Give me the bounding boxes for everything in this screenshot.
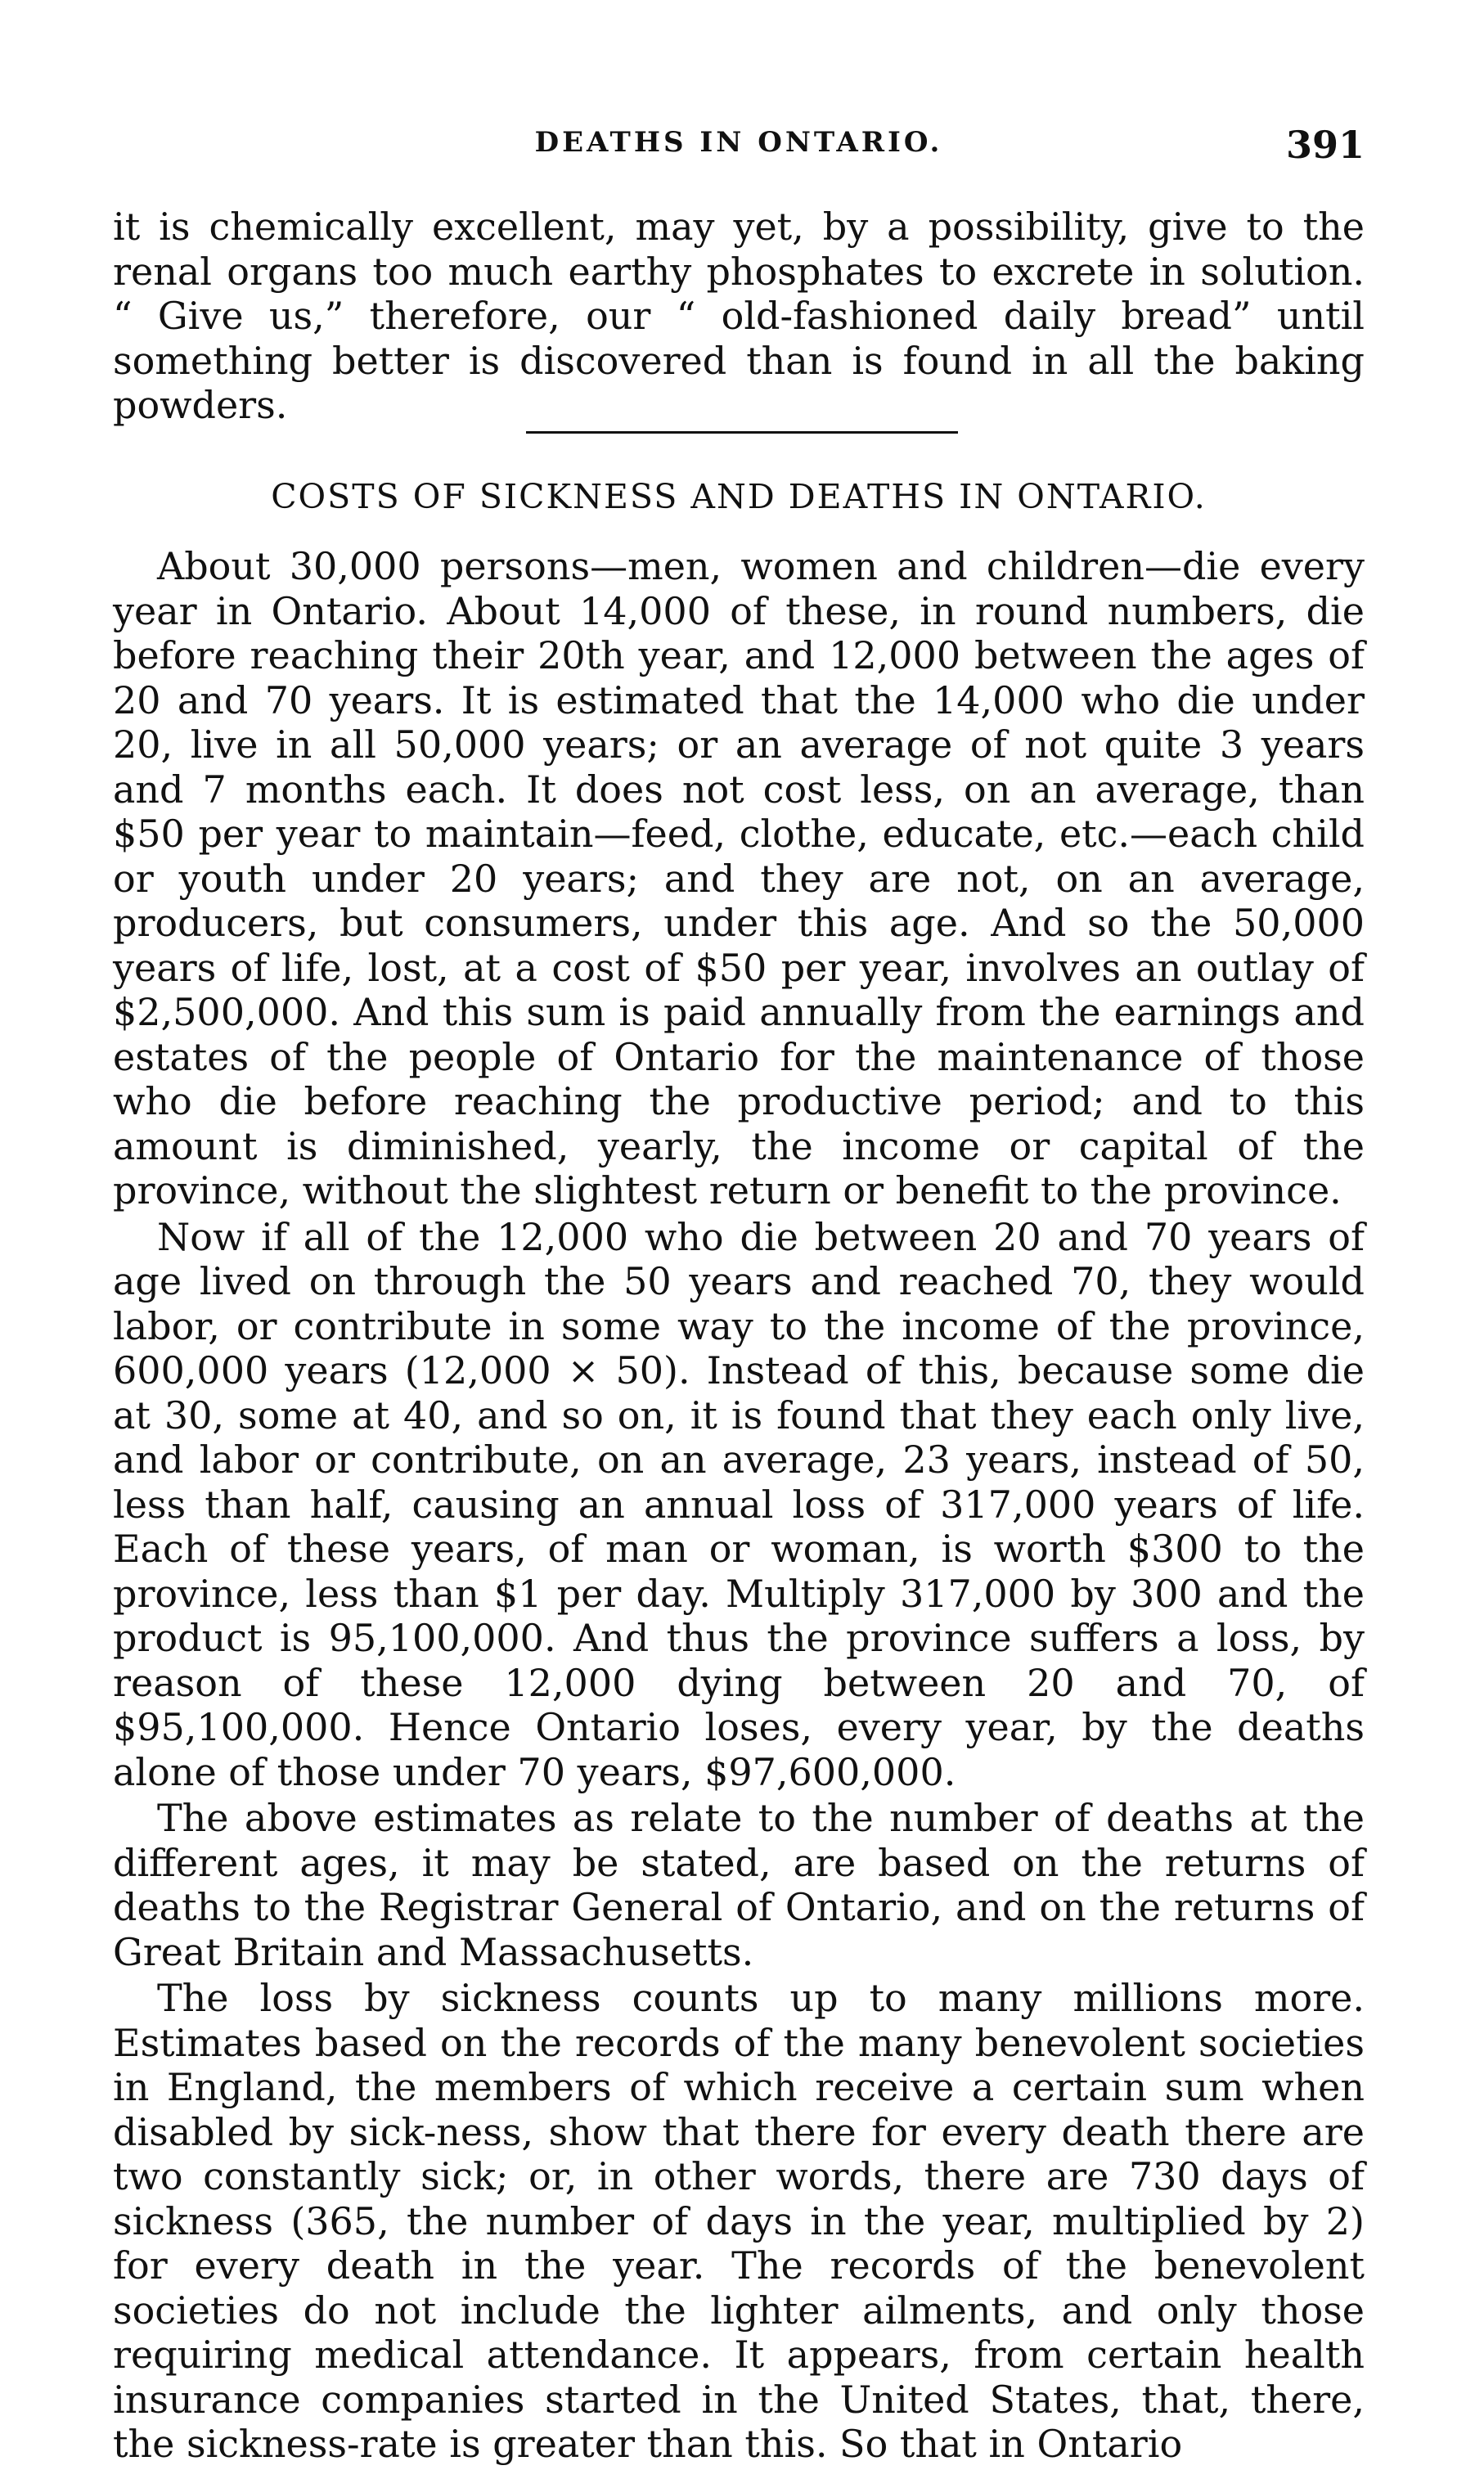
paragraph-sources-of-estimates: The above estimates as relate to the number of deaths at the different ages, it may be stated, are based on the returns of deaths to the Registrar General of Ontario, and on the returns of Great Britain and Massachusetts. bbox=[113, 1796, 1365, 1974]
paragraph-loss-by-sickness: The loss by sickness counts up to many millions more. Estimates based on the records of the many benevolent societies in England, the members of which receive a certain sum when disabled by sick-ness, show that there for every death there are two constantly sick; or, in other words, there are 730 days of sickness (365, the number of days in the year, multiplied by 2) for every death in the year. The records of the benevolent societies do not include the lighter ailments, and only those requiring medical attendance. It appears, from certain health insurance companies started in the United States, that, there, the sickness-rate is greater than this. So that in Ontario bbox=[113, 1976, 1365, 2466]
continuation-paragraph: it is chemically excellent, may yet, by a possibility, give to the renal organs too much earthy phosphates to excrete in solution. “ Give us,” therefore, our “ old-fashioned daily bread” until something better is discovered than is found in all the baking powders. bbox=[113, 205, 1365, 427]
section-heading: COSTS OF SICKNESS AND DEATHS IN ONTARIO. bbox=[271, 477, 1207, 516]
paragraph-costs-of-early-deaths: About 30,000 persons—men, women and children—die every year in Ontario. About 14,000 of these, in round numbers, die before reaching their 20th year, and 12,000 between the ages of 20 and 70 years. It is estimated that the 14,000 who die under 20, live in all 50,000 years; or an average of not quite 3 years and 7 months each. It does not cost less, on an average, than $50 per year to maintain—feed, clothe, educate, etc.—each child or youth under 20 years; and they are not, on an average, producers, but consumers, under this age. And so the 50,000 years of life, lost, at a cost of $50 per year, involves an outlay of $2,500,000. And this sum is paid annually from the earnings and estates of the people of Ontario for the maintenance of those who die before reaching the productive period; and to this amount is diminished, yearly, the income or capital of the province, without the slightest return or benefit to the province. bbox=[113, 544, 1365, 1213]
page-number: 391 bbox=[1285, 123, 1365, 167]
section-divider-rule bbox=[526, 431, 958, 434]
running-title: DEATHS IN ONTARIO. bbox=[534, 126, 943, 159]
paragraph-loss-of-working-years: Now if all of the 12,000 who die between 20 and 70 years of age lived on through the 50 years and reached 70, they would labor, or contribute in some way to the income of the province, 600,000 years (12,000 × 50). Instead of this, because some die at 30, some at 40, and so on, it is found that they each only live, and labor or contribute, on an average, 23 years, instead of 50, less than half, causing an annual loss of 317,000 years of life. Each of these years, of man or woman, is worth $300 to the province, less than $1 per day. Multiply 317,000 by 300 and the product is 95,100,000. And thus the province suffers a loss, by reason of these 12,000 dying between 20 and 70, of $95,100,000. Hence Ontario loses, every year, by the deaths alone of those under 70 years, $97,600,000. bbox=[113, 1214, 1365, 1794]
continuation-paragraph-block bbox=[113, 205, 1365, 428]
section-body bbox=[113, 544, 1365, 2467]
running-header bbox=[113, 123, 1365, 172]
